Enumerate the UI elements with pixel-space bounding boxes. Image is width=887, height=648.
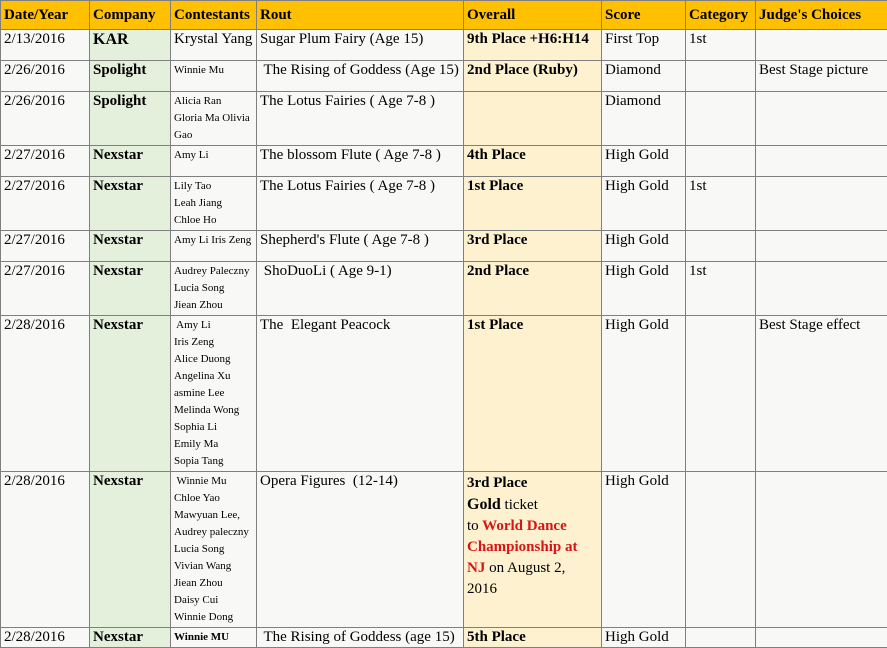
rout-cell: The blossom Flute ( Age 7-8 ) [257,146,464,177]
category-cell: 1st [686,177,756,231]
header-company: Company [90,1,171,30]
category-cell [686,472,756,628]
contestant-name: Emily Ma [174,436,253,453]
score-cell: High Gold [602,231,686,262]
event-date: on August 2, 2016 [467,560,565,597]
company-cell: Spolight [90,92,171,146]
contestant-name: Gloria Ma Olivia [174,110,253,127]
score-cell: Diamond [602,61,686,92]
table-row [1,316,887,472]
overall-place: 3rd Place [467,473,598,494]
contestant-name: Jiean Zhou [174,297,253,314]
contestant-name: Angelina Xu [174,368,253,385]
rout-cell: The Elegant Peacock [257,316,464,472]
overall-cell [464,92,602,146]
company-cell: Nexstar [90,146,171,177]
judges-choice-cell [756,628,887,648]
contestant-name: Iris Zeng [174,334,253,351]
contestant-name: Chloe Ho [174,212,253,229]
score-cell: First Top [602,30,686,61]
date-cell: 2/27/2016 [1,146,90,177]
date-cell: 2/28/2016 [1,472,90,628]
date-cell: 2/28/2016 [1,628,90,648]
contestant-name: Winnie MU [174,629,253,646]
ticket-to: to [467,518,479,534]
judges-choice-cell [756,231,887,262]
header-judges-choices: Judge's Choices [756,1,887,30]
rout-cell: Sugar Plum Fairy (Age 15) [257,30,464,61]
contestant-name: Jiean Zhou [174,575,253,592]
event-name: World Dance Championship at NJ [467,518,577,576]
category-cell [686,231,756,262]
contestant-name: Sopia Tang [174,453,253,470]
contestants-cell [171,30,257,61]
score-cell: High Gold [602,472,686,628]
header-category: Category [686,1,756,30]
contestants-cell [171,262,257,316]
table-row [1,262,887,316]
date-cell: 2/27/2016 [1,231,90,262]
contestant-name: Amy Li Iris Zeng [174,232,253,249]
rout-cell: Opera Figures (12-14) [257,472,464,628]
contestants-cell [171,92,257,146]
contestants-cell [171,316,257,472]
company-cell: Nexstar [90,472,171,628]
company-cell: KAR [90,30,171,61]
company-cell: Nexstar [90,177,171,231]
category-cell: 1st [686,30,756,61]
contestant-name: Audrey Paleczny [174,263,253,280]
contestant-name: Melinda Wong [174,402,253,419]
contestant-name: Winnie Mu [174,62,253,79]
category-cell [686,628,756,648]
contestant-name: Audrey paleczny [174,524,253,541]
date-cell: 2/27/2016 [1,177,90,231]
overall-cell: 2nd Place [464,262,602,316]
overall-cell: 3rd Place [464,231,602,262]
judges-choice-cell: Best Stage effect [756,316,887,472]
contestant-name: Lucia Song [174,541,253,558]
contestant-name: asmine Lee [174,385,253,402]
table-row [1,628,887,648]
contestant-name: Amy Li [174,317,253,334]
score-cell: High Gold [602,628,686,648]
contestant-name: Vivian Wang [174,558,253,575]
contestants-cell [171,231,257,262]
rout-cell: The Rising of Goddess (age 15) [257,628,464,648]
company-cell: Nexstar [90,262,171,316]
table-row [1,231,887,262]
rout-cell: Shepherd's Flute ( Age 7-8 ) [257,231,464,262]
table-row [1,30,887,61]
contestant-name: Sophia Li [174,419,253,436]
header-row [1,1,887,30]
score-cell: Diamond [602,92,686,146]
header-overall: Overall [464,1,602,30]
table-row [1,177,887,231]
table-row [1,61,887,92]
date-cell: 2/13/2016 [1,30,90,61]
company-cell: Nexstar [90,316,171,472]
contestant-name: Chloe Yao [174,490,253,507]
contestant-name: Winnie Mu [174,473,253,490]
category-cell [686,61,756,92]
company-cell: Spolight [90,61,171,92]
category-cell: 1st [686,262,756,316]
header-date: Date/Year [1,1,90,30]
score-cell: High Gold [602,177,686,231]
contestant-name: Alice Duong [174,351,253,368]
overall-cell: 9th Place +H6:H14 [464,30,602,61]
company-cell: Nexstar [90,628,171,648]
overall-cell: 5th Place [464,628,602,648]
contestants-cell [171,61,257,92]
date-cell: 2/26/2016 [1,61,90,92]
overall-cell: 4th Place [464,146,602,177]
judges-choice-cell: Best Stage picture [756,61,887,92]
judges-choice-cell [756,177,887,231]
header-rout: Rout [257,1,464,30]
contestant-name: Amy Li [174,147,253,164]
contestants-cell [171,146,257,177]
category-cell [686,92,756,146]
company-cell: Nexstar [90,231,171,262]
judges-choice-cell [756,472,887,628]
date-cell: 2/27/2016 [1,262,90,316]
overall-cell: 1st Place [464,316,602,472]
contestant-name: Mawyuan Lee, [174,507,253,524]
contestant-name: Alicia Ran [174,93,253,110]
header-score: Score [602,1,686,30]
rout-cell: The Lotus Fairies ( Age 7-8 ) [257,92,464,146]
score-cell: High Gold [602,316,686,472]
contestants-cell [171,628,257,648]
ticket-word: ticket [505,497,538,513]
contestant-name: Daisy Cui [174,592,253,609]
date-cell: 2/26/2016 [1,92,90,146]
overall-cell [464,472,602,628]
rout-cell: The Lotus Fairies ( Age 7-8 ) [257,177,464,231]
contestant-name: Winnie Dong [174,609,253,626]
category-cell [686,146,756,177]
table-row [1,472,887,628]
score-cell: High Gold [602,262,686,316]
table-row [1,92,887,146]
contestants-cell [171,472,257,628]
date-cell: 2/28/2016 [1,316,90,472]
contestant-name: Gao [174,127,253,144]
header-contestants: Contestants [171,1,257,30]
gold-ticket-label: Gold [467,496,501,513]
contestant-name: Krystal Yang [174,31,252,47]
contestant-name: Lucia Song [174,280,253,297]
judges-choice-cell [756,92,887,146]
rout-cell: ShoDuoLi ( Age 9-1) [257,262,464,316]
table-row [1,146,887,177]
overall-cell: 2nd Place (Ruby) [464,61,602,92]
score-cell: High Gold [602,146,686,177]
contestant-name: Lily Tao [174,178,253,195]
overall-cell: 1st Place [464,177,602,231]
judges-choice-cell [756,262,887,316]
contestant-name: Leah Jiang [174,195,253,212]
judges-choice-cell [756,30,887,61]
judges-choice-cell [756,146,887,177]
category-cell [686,316,756,472]
contestants-cell [171,177,257,231]
rout-cell: The Rising of Goddess (Age 15) [257,61,464,92]
ticket-note [467,494,598,600]
